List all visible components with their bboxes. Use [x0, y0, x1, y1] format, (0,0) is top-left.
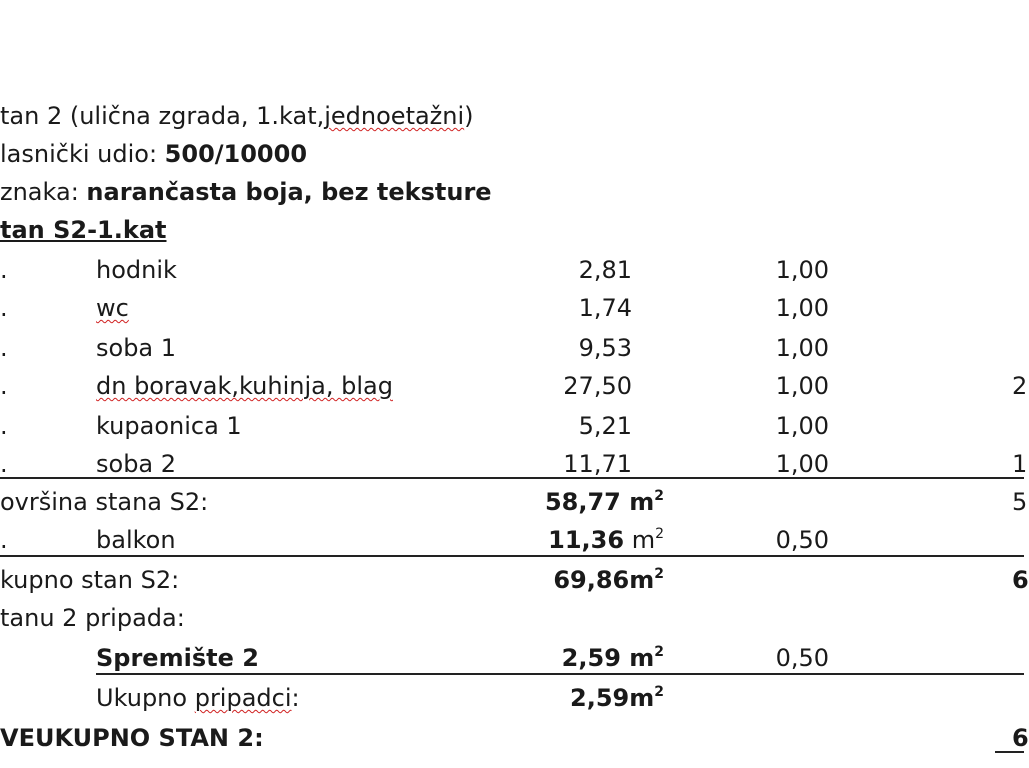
document-title: tan 2 (ulična zgrada, 1.kat,jednoetažni) — [0, 102, 474, 130]
rule-storage — [96, 673, 1024, 675]
room-area: 11,71 — [563, 450, 632, 478]
room-index: . — [0, 294, 8, 322]
room-index: . — [0, 412, 8, 440]
rule-grand-total — [995, 751, 1024, 753]
storage-value: 2,59 $m^2$ — [561, 644, 664, 672]
total-s2-result: 6 — [1012, 566, 1029, 594]
grand-total-label: VEUKUPNO STAN 2: — [0, 724, 264, 752]
area-total-label: ovršina stana S2: — [0, 488, 209, 516]
room-name: soba 1 — [96, 334, 177, 362]
balcony-name: balkon — [96, 526, 176, 554]
room-coef: 1,00 — [775, 450, 829, 478]
rule-rooms — [0, 477, 1024, 479]
room-name: wc — [96, 294, 129, 322]
room-index: . — [0, 334, 8, 362]
room-index: . — [0, 372, 8, 400]
marking-line: znaka: narančasta boja, bez teksture — [0, 178, 492, 206]
area-total-result: 5 — [1012, 488, 1028, 516]
room-name: hodnik — [96, 256, 177, 284]
room-index: . — [0, 256, 8, 284]
room-result: 1 — [1012, 450, 1028, 478]
area-total-value: 58,77 $m^2$ — [544, 488, 664, 516]
room-coef: 1,00 — [775, 372, 829, 400]
appurtenances-value: $2,59m^2$ — [570, 684, 664, 712]
grand-total-result: 6 — [1012, 724, 1029, 752]
total-s2-label: kupno stan S2: — [0, 566, 180, 594]
section-title: tan S2-1.kat — [0, 216, 167, 244]
room-coef: 1,00 — [775, 256, 829, 284]
rule-balcony — [0, 555, 1024, 557]
room-coef: 1,00 — [775, 412, 829, 440]
room-result: 2 — [1012, 372, 1028, 400]
room-coef: 1,00 — [775, 334, 829, 362]
balcony-coef: 0,50 — [775, 526, 829, 554]
balcony-value: 11,36 $m^2$ — [548, 526, 664, 554]
balcony-index: . — [0, 526, 8, 554]
room-area: 1,74 — [578, 294, 632, 322]
total-s2-value: $69,86m^2$ — [553, 566, 664, 594]
ownership-share: lasnički udio: 500/10000 — [0, 140, 308, 168]
storage-name: Spremište 2 — [96, 644, 259, 672]
room-coef: 1,00 — [775, 294, 829, 322]
belongs-label: tanu 2 pripada: — [0, 604, 185, 632]
room-name: kupaonica 1 — [96, 412, 242, 440]
appurtenances-label: Ukupno pripadci: — [96, 684, 300, 712]
room-area: 27,50 — [563, 372, 632, 400]
room-area: 9,53 — [578, 334, 632, 362]
room-index: . — [0, 450, 8, 478]
room-area: 2,81 — [578, 256, 632, 284]
storage-coef: 0,50 — [775, 644, 829, 672]
room-name: dn boravak,kuhinja, blag — [96, 372, 393, 400]
room-area: 5,21 — [578, 412, 632, 440]
room-name: soba 2 — [96, 450, 177, 478]
